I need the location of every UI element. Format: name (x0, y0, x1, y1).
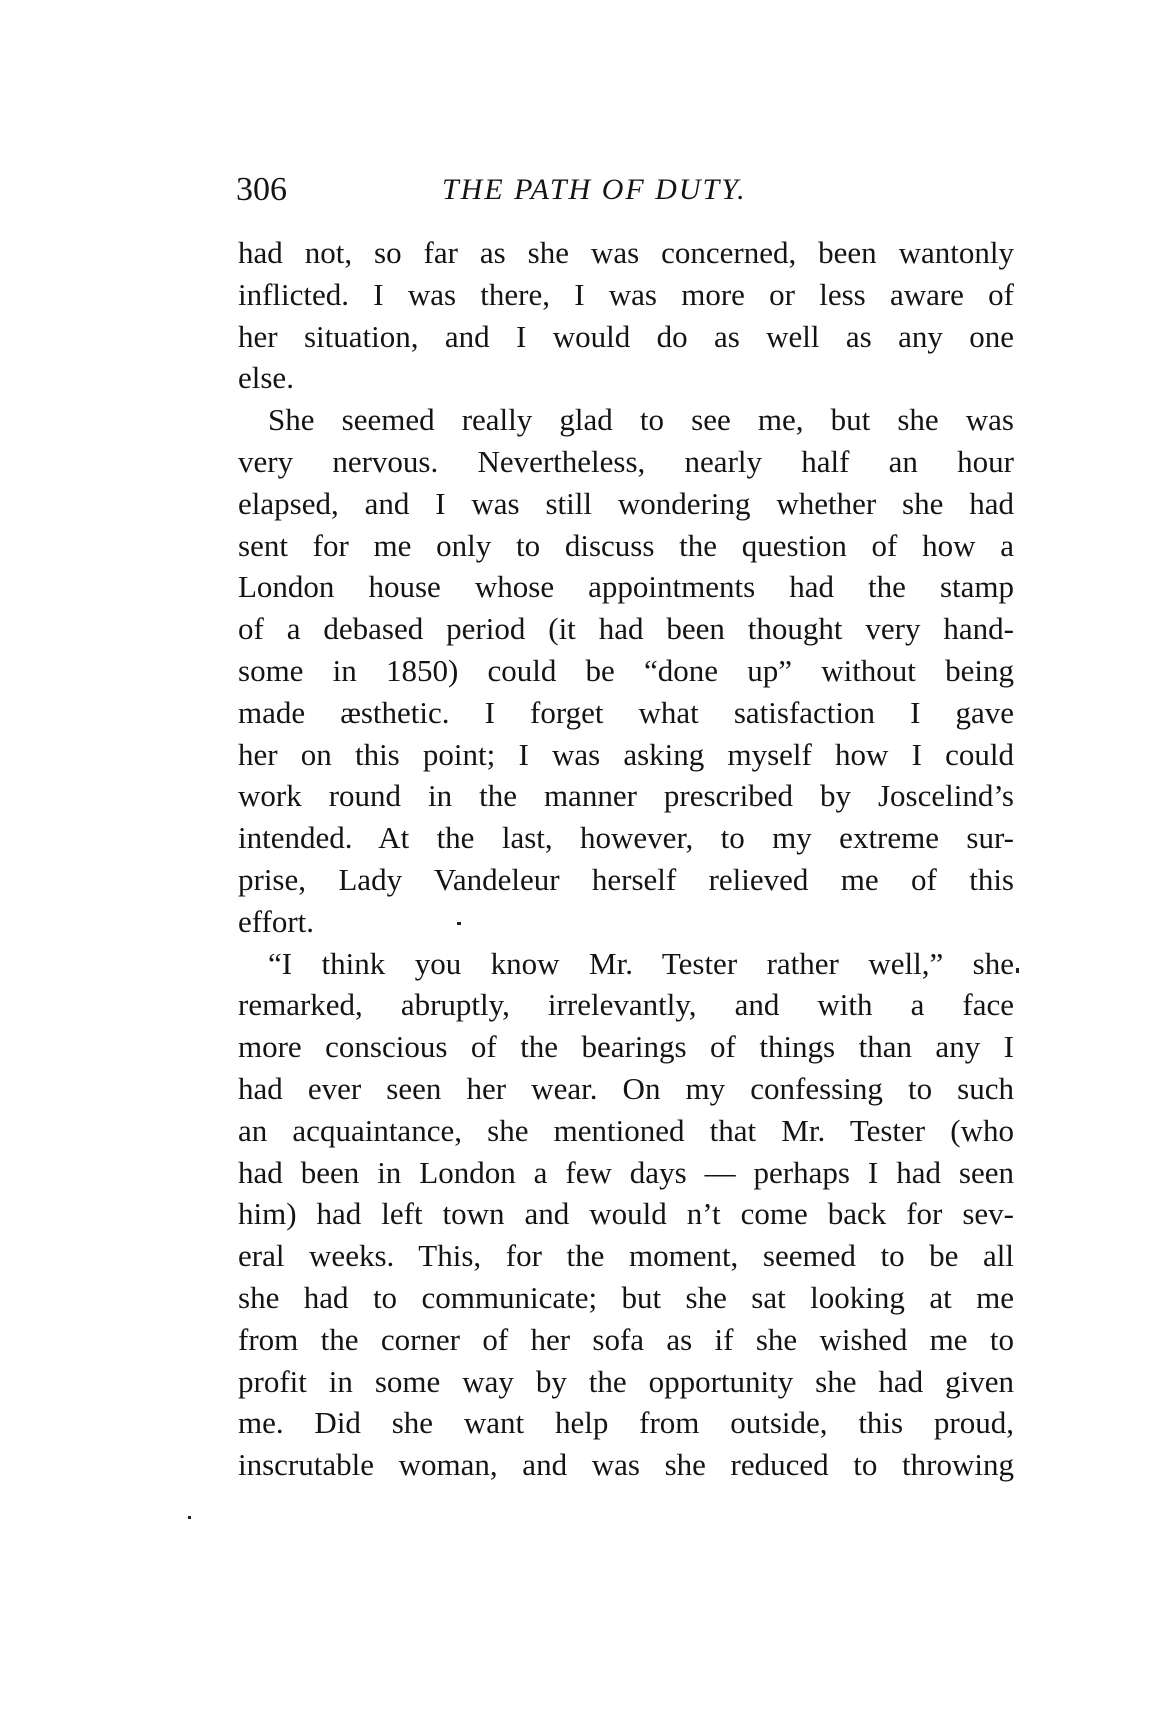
text-line: from the corner of her sofa as if she wished me to (238, 1321, 1014, 1357)
text-line: work round in the manner prescribed by Joscelind’s (238, 778, 1014, 814)
text-line: him) had left town and would n’t come back for sev- (238, 1196, 1014, 1232)
text-line: profit in some way by the opportunity she had given (238, 1363, 1014, 1399)
running-head (236, 166, 1016, 216)
ink-speck (188, 1516, 191, 1519)
text-line: her situation, and I would do as well as any one (238, 318, 1014, 354)
text-line: had ever seen her wear. On my confessing to such (238, 1070, 1014, 1106)
text-line: intended. At the last, however, to my extreme sur- (238, 820, 1014, 856)
text-line: inflicted. I was there, I was more or less aware of (238, 276, 1014, 312)
text-line: London house whose appointments had the stamp (238, 569, 1014, 605)
text-line: prise, Lady Vandeleur herself relieved me of this (238, 861, 1014, 897)
text-line: had been in London a few days — perhaps I had seen (238, 1154, 1014, 1190)
text-line: elapsed, and I was still wondering whether she had (238, 485, 1014, 521)
ink-speck (1016, 968, 1019, 973)
text-line: had not, so far as she was concerned, been wantonly (238, 235, 1014, 270)
text-line: inscrutable woman, and was she reduced to throwing (238, 1447, 1014, 1483)
paragraph-start-line: She seemed really glad to see me, but she was (268, 402, 1014, 438)
running-title: THE PATH OF DUTY. (442, 173, 747, 206)
text-line: she had to communicate; but she sat looking at me (238, 1279, 1014, 1315)
body-text (238, 232, 1014, 1486)
paragraph-start-line: “I think you know Mr. Tester rather well,” she (268, 945, 1014, 981)
text-line: made æsthetic. I forget what satisfaction I gave (238, 694, 1014, 730)
text-line: her on this point; I was asking myself how I could (238, 736, 1014, 772)
text-line: of a debased period (it had been thought very hand- (238, 611, 1014, 647)
text-line: me. Did she want help from outside, this proud, (238, 1405, 1014, 1441)
text-line: else. (238, 360, 294, 396)
text-line: very nervous. Nevertheless, nearly half an hour (238, 443, 1014, 479)
text-line: an acquaintance, she mentioned that Mr. Tester (who (238, 1112, 1014, 1148)
text-line: more conscious of the bearings of things than any I (238, 1029, 1014, 1065)
ink-speck (457, 922, 461, 925)
text-line: remarked, abruptly, irrelevantly, and with a face (238, 987, 1014, 1023)
page-number: 306 (236, 171, 287, 208)
text-line: sent for me only to discuss the question of how a (238, 527, 1014, 563)
text-line: effort. (238, 903, 315, 939)
text-line: eral weeks. This, for the moment, seemed to be all (238, 1238, 1014, 1274)
text-line: some in 1850) could be “done up” without being (238, 652, 1014, 688)
